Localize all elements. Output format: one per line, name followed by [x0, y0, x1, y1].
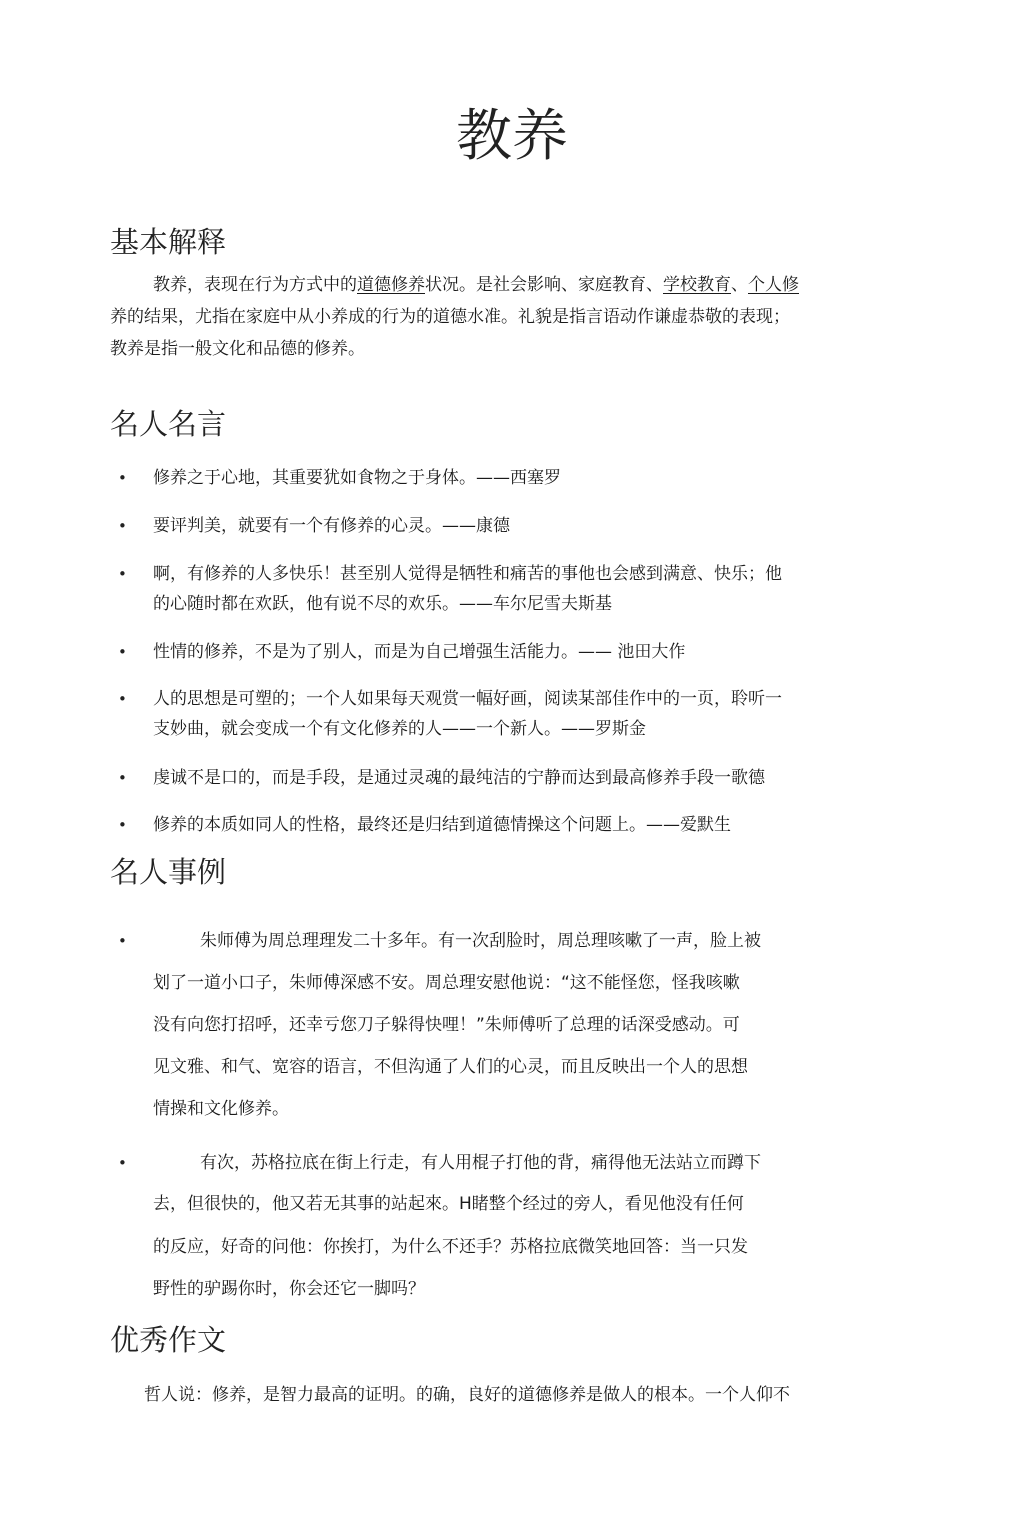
bullet: • — [118, 769, 127, 787]
quote-item-continuation: 支妙曲，就会变成一个有文化修养的人——一个新人。——罗斯金 — [153, 719, 646, 739]
link-moral-cultivation[interactable]: 道德修养 — [357, 275, 425, 295]
basic-text-segment: 教养，表现在行为方式中的 — [153, 275, 357, 295]
quote-item: 性情的修养，不是为了别人，而是为自己增强生活能力。—— 池田大作 — [153, 642, 686, 662]
link-school-education[interactable]: 学校教育 — [663, 275, 731, 295]
example-line: 去，但很快的，他又若无其事的站起來。H睹整个经过的旁人，看见他没有任何 — [153, 1194, 744, 1214]
example-line: 野性的驴踢你时，你会还它一脚吗？ — [153, 1279, 425, 1299]
basic-line-2: 养的结果，尤指在家庭中从小养成的行为的道德水准。礼貌是指言语动作谦虚恭敬的表现； — [110, 307, 790, 327]
quote-item: 啊，有修养的人多快乐！甚至别人觉得是牺牲和痛苦的事他也会感到满意、快乐；他 — [153, 564, 782, 584]
quote-item: 修养的本质如同人的性格，最终还是归结到道德情操这个问题上。——爱默生 — [153, 815, 731, 835]
quote-item: 人的思想是可塑的；一个人如果每天观赏一幅好画，阅读某部佳作中的一页，聆听一 — [153, 689, 782, 709]
section-heading-essay: 优秀作文 — [110, 1323, 227, 1357]
quote-item-continuation: 的心随时都在欢跃，他有说不尽的欢乐。——车尔尼雪夫斯基 — [153, 594, 612, 614]
section-heading-examples: 名人事例 — [110, 855, 227, 889]
section-heading-basic: 基本解释 — [110, 225, 227, 259]
basic-line-3: 教养是指一般文化和品德的修养。 — [110, 339, 365, 359]
essay-line: 哲人说：修养，是智力最高的证明。的确，良好的道德修养是做人的根本。一个人仰不 — [144, 1385, 790, 1405]
bullet: • — [118, 690, 127, 708]
basic-line-1 — [153, 273, 799, 297]
example-line: 见文雅、和气、宽容的语言，不但沟通了人们的心灵，而且反映出一个人的思想 — [153, 1057, 748, 1077]
quote-item: 修养之于心地，其重要犹如食物之于身体。——西塞罗 — [153, 468, 561, 488]
example-line: 有次，苏格拉底在街上行走，有人用棍子打他的背，痛得他无法站立而蹲下 — [200, 1153, 761, 1173]
quote-item: 要评判美，就要有一个有修养的心灵。——康德 — [153, 516, 510, 536]
link-personal-cultivation[interactable]: 个人修 — [748, 275, 799, 295]
example-line: 没有向您打招呼，还幸亏您刀子躲得快哩！”朱师傅听了总理的话深受感动。可 — [153, 1015, 740, 1035]
example-line: 情操和文化修养。 — [153, 1099, 289, 1119]
bullet: • — [118, 643, 127, 661]
bullet: • — [118, 1154, 127, 1172]
example-line: 划了一道小口子，朱师傅深感不安。周总理安慰他说：“这不能怪您，怪我咳嗽 — [153, 973, 740, 993]
quote-item: 虔诚不是口的，而是手段，是通过灵魂的最纯洁的宁静而达到最高修养手段一歌德 — [153, 768, 765, 788]
bullet: • — [118, 565, 127, 583]
bullet: • — [118, 932, 127, 950]
bullet: • — [118, 469, 127, 487]
basic-text-segment: 、 — [731, 275, 748, 295]
bullet: • — [118, 517, 127, 535]
example-line: 朱师傅为周总理理发二十多年。有一次刮脸时，周总理咳嗽了一声，脸上被 — [200, 931, 761, 951]
bullet: • — [118, 816, 127, 834]
page-title: 教养 — [456, 104, 568, 169]
example-line: 的反应，好奇的问他：你挨打，为什么不还手？苏格拉底微笑地回答：当一只发 — [153, 1237, 748, 1257]
section-heading-quotes: 名人名言 — [110, 407, 227, 441]
basic-text-segment: 状况。是社会影响、家庭教育、 — [425, 275, 663, 295]
